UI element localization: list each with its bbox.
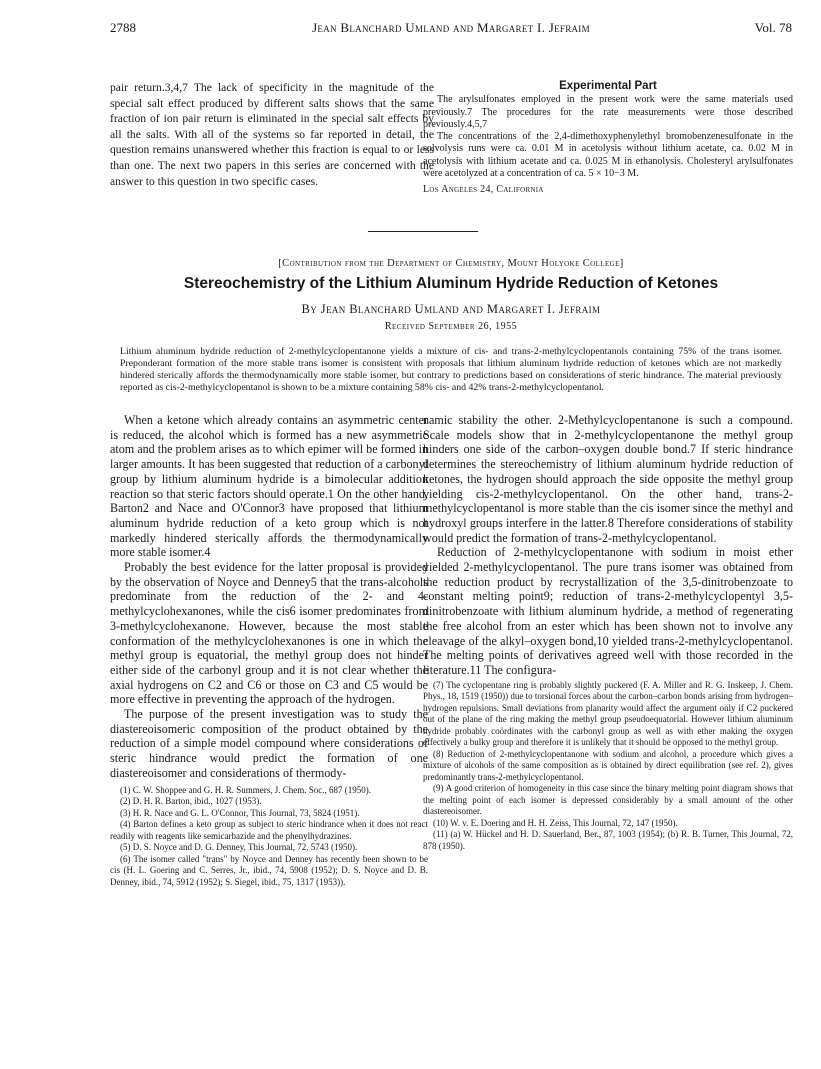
received-date: Received September 26, 1955 — [384, 321, 518, 332]
body-right-column — [423, 413, 793, 852]
body-paragraph: When a ketone which already contains an asymmetric center is reduced, the alcohol which is formed has a new asymmetric atom and the problem arises as to which epimer will be formed in larger amounts. It has been suggested that reduction of a carbonyl group by lithium aluminum hydride is a bimolecular addition reaction so that steric factors should operate.1 On the other hand, Barton2 and Nace and O'Connor3 have proposed that lithium aluminum hydride reduction of a keto group which is not markedly hindered sterically affords the thermodynamically more stable isomer.4 — [110, 413, 428, 560]
footnote: (4) Barton defines a keto group as subject to steric hindrance when it does not react readily with reagents like semicarbazide and the phenylhydrazines. — [110, 819, 428, 841]
footnotes-left — [110, 785, 428, 889]
footnote: (8) Reduction of 2-methylcyclopentanone with sodium and alcohol, a procedure which gives a mixture of alcohols of the same composition as is obtained by direct equilibration (see ref. 2), gives predominantly trans-2-methylcyclopentanol. — [423, 748, 793, 782]
footnotes-right — [423, 680, 793, 853]
article-byline: By Jean Blanchard Umland and Margaret I. Jefraim — [301, 302, 601, 316]
section-divider — [368, 231, 478, 232]
experimental-paragraph-2: The concentrations of the 2,4-dimethoxyphenylethyl bromobenzenesulfonate in the solvolysis runs were ca. 0.01 M in acetolysis without lithium acetate, ca. 0.02 M in acetolysis with lithium acetate and ca. 0.025 M in ethanolysis. Cholesteryl arylsulfonates were acetolyzed at a concentration of ca. 5 × 10−3 M. — [423, 131, 793, 180]
abstract: Lithium aluminum hydride reduction of 2-methylcyclopentanone yields a mixture of cis- and trans-2-methylcyclopentanols containing 75% of the trans isomer. Preponderant formation of the more stable trans isomer is consistent with proposals that lithium aluminum hydride reduction of ketones which are not markedly hindered sterically affords the thermodynamically more stable isomer, but contrary to predictions based on considerations of steric hindrance. The material previously reported as cis-2-methylcyclopentanol is shown to be a mixture containing 58% cis- and 42% trans-2-methylcyclopentanol. — [120, 346, 782, 393]
body-left-column — [110, 413, 428, 888]
page-number: 2788 — [110, 20, 136, 35]
footnote: (7) The cyclopentane ring is probably slightly puckered (F. A. Miller and R. G. Inskeep, J. Chem. Phys., 18, 1519 (1950)) due to torsional forces about the carbon–carbon bonds arising from hydrogen–hydrogen repulsions. Small deviations from planarity would affect the argument only if C2 puckered out of the plane of the ring making the methyl group pseudoequatorial. However lithium aluminum hydride probably coördinates with the carbonyl group as well as with ether making the oxygen effectively a bulky group and therefore it is unlikely that it should be opposed to the methyl group. — [423, 679, 793, 748]
experimental-section — [423, 80, 793, 197]
experimental-paragraph-1: The arylsulfonates employed in the present work were the same materials used previously.7 The procedures for the rate measurements were those described previously.4,5,7 — [423, 94, 793, 130]
body-paragraph: Reduction of 2-methylcyclopentanone with sodium in moist ether yielded 2-methylcyclopentanol. The pure trans isomer was obtained from the reduction product by recrystallization of the 3,5-dinitrobenzoate to constant melting point9; reduction of trans-2-methylcyclopentyl 3,5-dinitrobenzoate with lithium aluminum hydride, a method of regenerating the free alcohol from an ester which has been shown not to involve any cleavage of the alkyl–oxygen bond,10 yielded trans-2-methylcyclopentanol. The melting points of derivatives agreed well with those recorded in the literature.11 The configura- — [423, 545, 793, 677]
previous-article-end — [110, 80, 434, 189]
footnote: (1) C. W. Shoppee and G. H. R. Summers, J. Chem. Soc., 687 (1950). — [120, 784, 371, 795]
footnote: (10) W. v. E. Doering and H. H. Zeiss, This Journal, 72, 147 (1950). — [433, 817, 678, 828]
experimental-heading: Experimental Part — [559, 80, 657, 92]
affiliation-location: Los Angeles 24, California — [423, 184, 544, 196]
closing-paragraph: pair return.3,4,7 The lack of specificity in the magnitude of the special salt effect produced by different salts shows that the same fraction of ion pair return is eliminated in the special salt effects by all the salts. With all of the systems so far reported in detail, the question remains unanswered whether this fraction is equal to or less than one. The next two papers in this series are concerned with the answer to this question in two specific cases. — [110, 81, 434, 188]
body-paragraph: namic stability the other. 2-Methylcyclopentanone is such a compound. Scale models show that in 2-methylcyclopentanone the methyl group hinders one side of the carbon–oxygen double bond.7 If steric hindrance determines the stereochemistry of lithium aluminum hydride reduction of ketones, the hydrogen should approach the side opposite the methyl group yielding cis-2-methylcyclopentanol. On the other hand, trans-2-methylcyclopentanol is more stable than the cis isomer since the methyl and hydroxyl groups interfere in the latter.8 Therefore considerations of stability would predict the formation of trans-2-methylcyclopentanol. — [423, 413, 793, 545]
body-paragraph: Probably the best evidence for the latter proposal is provided by the observation of Noyce and Denney5 that the trans-alcohols predominate from the reduction of the 2- and 4-methylcyclohexanones, while the cis6 isomer predominates from 3-methylcyclohexanone. However, because the most stable conformation of the methylcyclohexanones is one in which the methyl group is equatorial, the methyl group does not hinder either side of the carbonyl group and it is not clear whether the axial hydrogens on C2 and C6 or those on C3 and C5 would be more effective in preventing the approach of the hydrogen. — [110, 560, 428, 707]
footnote: (11) (a) W. Hückel and H. D. Sauerland, Ber., 87, 1003 (1954); (b) R. B. Turner, This Journal, 72, 878 (1950). — [423, 829, 793, 851]
article-title: Stereochemistry of the Lithium Aluminum Hydride Reduction of Ketones — [183, 275, 719, 292]
footnote: (9) A good criterion of homogeneity in this case since the binary melting point diagram shows that the melting point of each isomer is depressed considerably by a small amount of the other diastereoisomer. — [423, 783, 793, 817]
footnote: (2) D. H. R. Barton, ibid., 1027 (1953). — [120, 796, 262, 807]
body-paragraph: The purpose of the present investigation was to study the diastereoisomeric composition of the product obtained by the reduction of a simple model compound where considerations of steric hindrance would predict the formation of one diastereoisomer and considerations of thermody- — [110, 707, 428, 780]
footnote: (3) H. R. Nace and G. L. O'Connor, This Journal, 73, 5824 (1951). — [120, 807, 360, 818]
volume-label: Vol. 78 — [754, 20, 792, 35]
footnote: (6) The isomer called "trans" by Noyce and Denney has recently been shown to be cis (H. L. Goering and C. Serres, Jr., ibid., 74, 5908 (1952); D. S. Noyce and D. B. Denney, ibid., 74, 5912 (1952); S. Siegel, ibid., 75, 1317 (1953)). — [110, 853, 428, 887]
contribution-line: [Contribution from the Department of Chemistry, Mount Holyoke College] — [278, 258, 624, 269]
running-header — [110, 20, 792, 38]
footnote: (5) D. S. Noyce and D. G. Denney, This Journal, 72, 5743 (1950). — [120, 842, 358, 853]
running-authors: Jean Blanchard Umland and Margaret I. Jefraim — [312, 20, 590, 35]
